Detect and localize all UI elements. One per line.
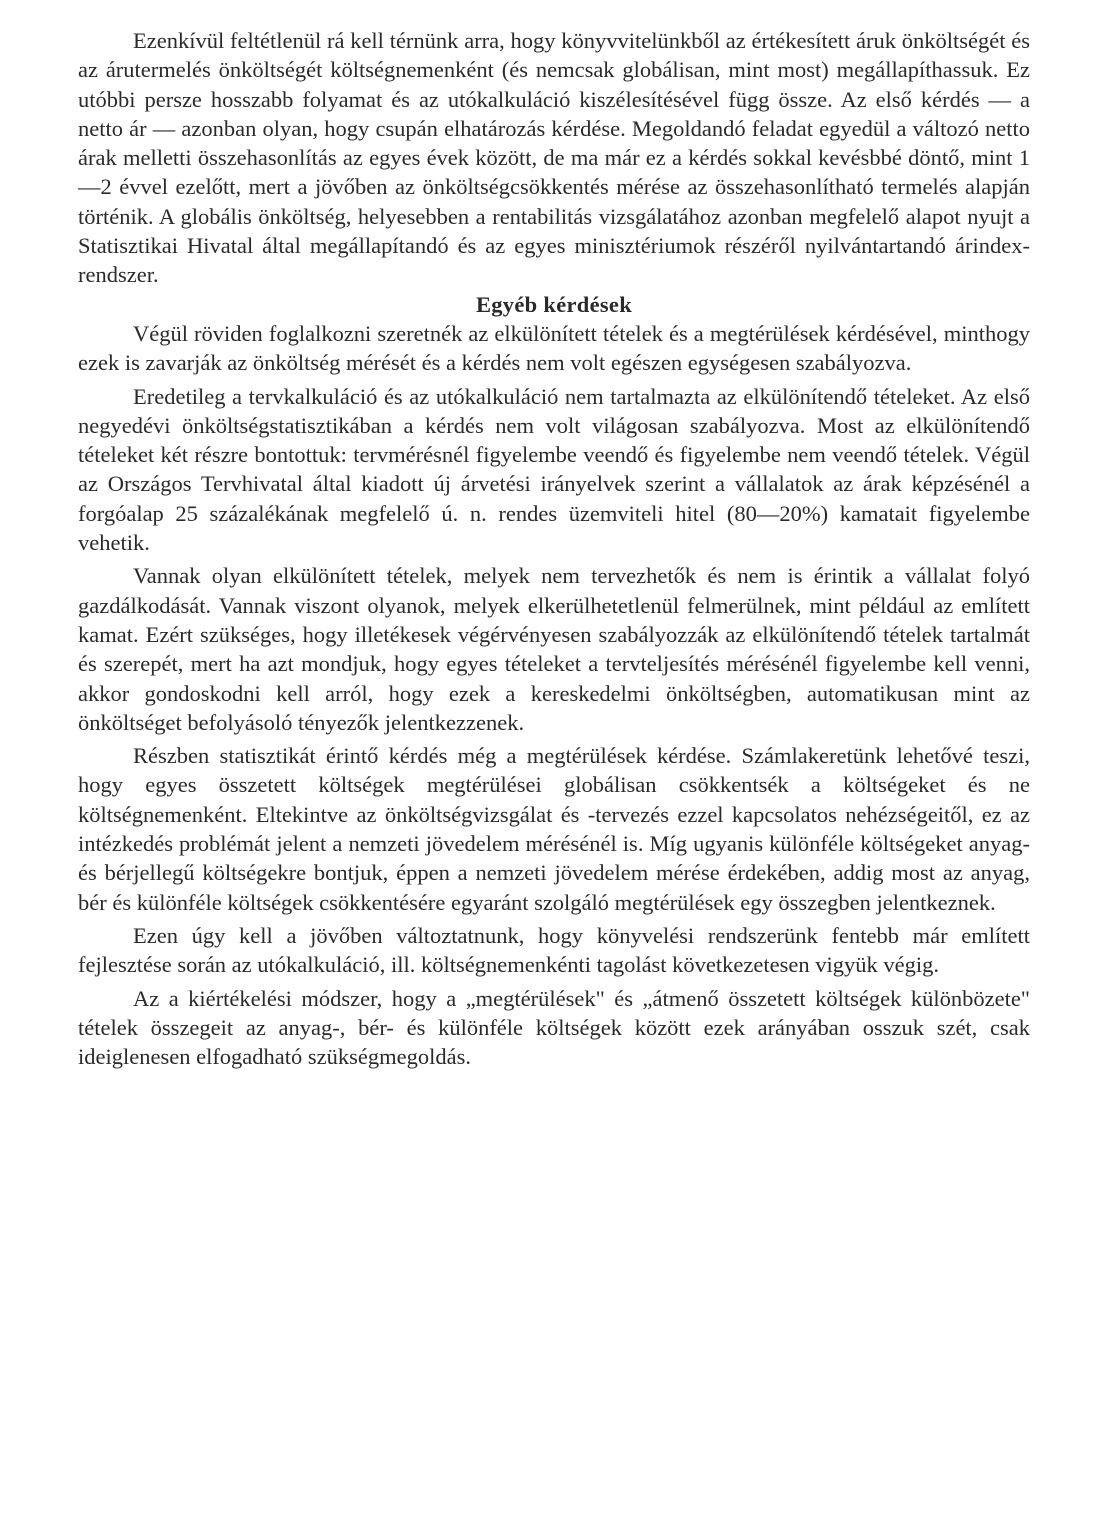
section-heading: Egyéb kérdések (475, 291, 633, 317)
paragraph-2: Eredetileg a tervkalkuláció és az utókalkuláció nem tartalmazta az elkülönítendő tételeket. Az első negyedévi önköltségstatisztikában a kérdés nem volt világosan szabályozva. Most az elkülönítendő tételeket két részre bontottuk: tervmérésnél figyelembe veendő és figyelembe nem veendő tételek. Végül az Országos Tervhivatal által kiadott új árvetési irányelvek szerint a vállalatok az árak képzésénél a forgóalap 25 százalékának megfelelő ú. n. rendes üzemviteli hitel (80—20%) kamatait figyelembe vehetik. (78, 383, 1030, 556)
paragraph-3: Vannak olyan elkülönített tételek, melyek nem tervezhetők és nem is érintik a vállalat folyó gazdálkodását. Vannak viszont olyanok, melyek elkerülhetetlenül felmerülnek, mint például az említett kamat. Ezért szükséges, hogy illetékesek végérvényesen szabályozzák az elkülönítendő tételek tartalmát és szerepét, mert ha azt mondjuk, hogy egyes tételeket a tervteljesítés mérésénél figyelembe kell venni, akkor gondoskodni kell arról, hogy ezek a kereskedelmi önköltségben, automatikusan mint az önköltséget befolyásoló tényezők jelentkezzenek. (78, 563, 1030, 735)
paragraph-5: Ezen úgy kell a jövőben változtatnunk, hogy könyvelési rendszerünk fentebb már említett fejlesztése során az utókalkuláció, ill. költségnemenkénti tagolást következetesen vigyük végig. (78, 922, 1030, 978)
paragraph-1: Végül röviden foglalkozni szeretnék az elkülönített tételek és a megtérülések kérdésével, minthogy ezek is zavarják az önköltség mérését és a kérdés nem volt egészen egységesen szabályozva. (78, 320, 1030, 376)
paragraph-intro: Ezenkívül feltétlenül rá kell térnünk arra, hogy könyvvitelünkből az értékesített áruk önköltségét és az árutermelés önköltségét költségnemenként (és nemcsak globálisan, mint most) megállapíthassuk. Ez utóbbi persze hosszabb folyamat és az utókalkuláció kiszélesítésével függ össze. Az első kérdés — a netto ár — azonban olyan, hogy csupán elhatározás kérdése. Megoldandó feladat egyedül a változó netto árak melletti összehasonlítás az egyes évek között, de ma már ez a kérdés sokkal kevésbbé döntő, mint 1—2 évvel ezelőtt, mert a jövőben az önköltségcsökkentés mérése az összehasonlítható termelés alapján történik. A globális önköltség, helyesebben a rentabilitás vizsgálatához azonban megfelelő alapot nyujt a Statisztikai Hivatal által megállapítandó és az egyes minisztériumok részéről nyilvántartandó árindex-rendszer. (78, 28, 1030, 288)
paragraph-6: Az a kiértékelési módszer, hogy a „megtérülések" és „átmenő összetett költségek különbözete" tételek összegeit az anyag-, bér- és különféle költségek között ezek arányában osszuk szét, csak ideiglenesen elfogadható szükségmegoldás. (78, 985, 1030, 1070)
paragraph-4: Részben statisztikát érintő kérdés még a megtérülések kérdése. Számlakeretünk lehetővé teszi, hogy egyes összetett költségek megtérülései globálisan csökkentsék a költségeket és ne költségnemenként. Eltekintve az önköltségvizsgálat és -tervezés ezzel kapcsolatos nehézségeitől, ez az intézkedés problémát jelent a nemzeti jövedelem mérésénél is. Míg ugyanis különféle költségeket anyag- és bérjellegű költségekre bontjuk, éppen a nemzeti jövedelem mérése érdekében, addig most az anyag, bér és különféle költségek csökkentésére egyaránt szolgáló megtérülések egy összegben jelentkeznek. (78, 743, 1030, 915)
document-page (78, 26, 1030, 1071)
